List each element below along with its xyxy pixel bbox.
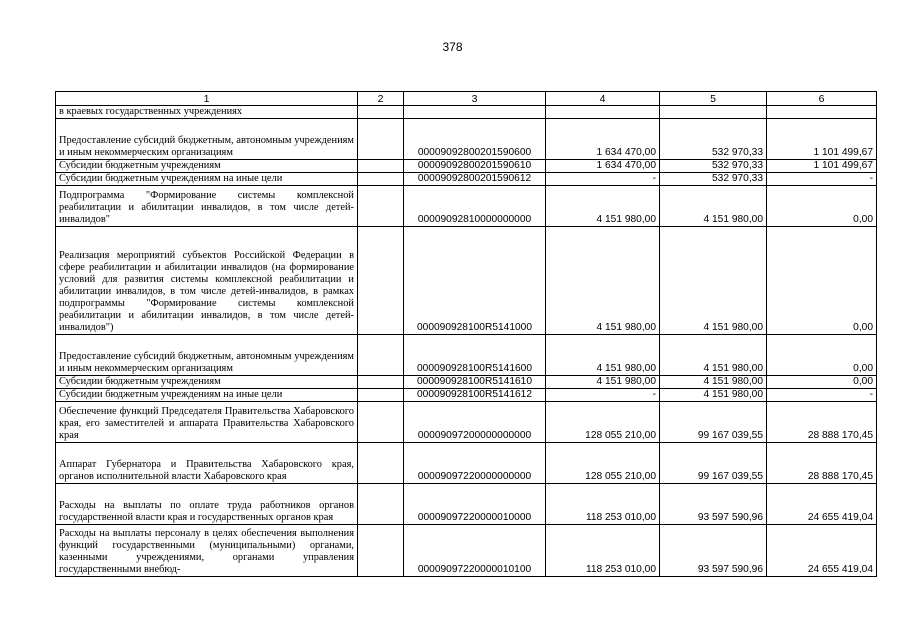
row-value-6: 0,00 [767, 227, 877, 335]
row-col2 [358, 173, 404, 186]
table-row [56, 389, 877, 402]
row-col2 [358, 160, 404, 173]
table-row [56, 484, 877, 525]
row-value-4 [546, 106, 660, 119]
row-col2 [358, 335, 404, 376]
row-name: Субсидии бюджетным учреждениям на иные цели [56, 173, 358, 186]
row-name: в краевых государственных учреждениях [56, 106, 358, 119]
row-value-4: 128 055 210,00 [546, 443, 660, 484]
row-value-4: 4 151 980,00 [546, 376, 660, 389]
row-name: Подпрограмма "Формирование системы комплексной реабилитации и абилитации инвалидов, в том числе детей-инвалидов" [56, 186, 358, 227]
row-value-4: 1 634 470,00 [546, 160, 660, 173]
page-number: 378 [442, 40, 463, 54]
row-col2 [358, 389, 404, 402]
row-code: 000090928100R5141000 [404, 227, 546, 335]
row-value-6: 0,00 [767, 376, 877, 389]
row-code: 00009097220000000000 [404, 443, 546, 484]
row-value-5: 4 151 980,00 [660, 389, 767, 402]
header-col-6: 6 [767, 92, 877, 106]
row-col2 [358, 227, 404, 335]
row-value-5: 4 151 980,00 [660, 227, 767, 335]
table-header-row [56, 92, 877, 106]
row-col2 [358, 119, 404, 160]
row-name: Обеспечение функций Председателя Правительства Хабаровского края, его заместителей и аппарата Правительства Хабаровского края [56, 402, 358, 443]
row-value-6: 1 101 499,67 [767, 119, 877, 160]
row-value-5: 4 151 980,00 [660, 186, 767, 227]
row-value-5 [660, 106, 767, 119]
row-code [404, 106, 546, 119]
row-value-4: 4 151 980,00 [546, 227, 660, 335]
row-value-4: - [546, 389, 660, 402]
row-value-6: 28 888 170,45 [767, 443, 877, 484]
row-value-5: 99 167 039,55 [660, 402, 767, 443]
row-value-6: 24 655 419,04 [767, 525, 877, 577]
table-row [56, 443, 877, 484]
row-value-5: 532 970,33 [660, 173, 767, 186]
row-col2 [358, 484, 404, 525]
header-col-3: 3 [404, 92, 546, 106]
row-code: 00009092800201590600 [404, 119, 546, 160]
row-name: Реализация мероприятий субъектов Российской Федерации в сфере реабилитации и абилитации инвалидов (на формирование условий для развития системы комплексной реабилитации и абилитации инвалидов, в том числе детей-инвалидов, в рамках подпрограммы "Формирование системы комплексной реабилитации и абилитации инвалидов, в том числе детей-инвалидов") [56, 227, 358, 335]
row-value-6 [767, 106, 877, 119]
budget-table [55, 91, 877, 577]
row-value-5: 99 167 039,55 [660, 443, 767, 484]
row-name: Расходы на выплаты по оплате труда работников органов государственной власти края и государственных органов края [56, 484, 358, 525]
row-value-6: 24 655 419,04 [767, 484, 877, 525]
row-value-6: 1 101 499,67 [767, 160, 877, 173]
row-col2 [358, 402, 404, 443]
table-row [56, 376, 877, 389]
row-value-4: 118 253 010,00 [546, 525, 660, 577]
row-value-4: 128 055 210,00 [546, 402, 660, 443]
row-value-6: 28 888 170,45 [767, 402, 877, 443]
row-name: Субсидии бюджетным учреждениям [56, 376, 358, 389]
row-value-4: 4 151 980,00 [546, 186, 660, 227]
table-row [56, 106, 877, 119]
row-name: Аппарат Губернатора и Правительства Хабаровского края, органов исполнительной власти Хабаровского края [56, 443, 358, 484]
row-col2 [358, 376, 404, 389]
row-code: 00009097220000010100 [404, 525, 546, 577]
row-name: Расходы на выплаты персоналу в целях обеспечения выполнения функций государственными (муниципальными) органами, казенными учреждениями, органами управления государственными внебюд- [56, 525, 358, 577]
row-name: Субсидии бюджетным учреждениям на иные цели [56, 389, 358, 402]
row-code: 000090928100R5141610 [404, 376, 546, 389]
row-value-5: 532 970,33 [660, 119, 767, 160]
row-name: Предоставление субсидий бюджетным, автономным учреждениям и иным некоммерческим организациям [56, 119, 358, 160]
row-value-4: 1 634 470,00 [546, 119, 660, 160]
header-col-5: 5 [660, 92, 767, 106]
row-value-5: 4 151 980,00 [660, 376, 767, 389]
table-row [56, 160, 877, 173]
header-col-2: 2 [358, 92, 404, 106]
row-col2 [358, 525, 404, 577]
row-name: Субсидии бюджетным учреждениям [56, 160, 358, 173]
row-value-4: - [546, 173, 660, 186]
table-row [56, 525, 877, 577]
table-row [56, 173, 877, 186]
row-value-6: 0,00 [767, 335, 877, 376]
row-code: 00009092800201590612 [404, 173, 546, 186]
row-value-5: 93 597 590,96 [660, 484, 767, 525]
row-value-5: 93 597 590,96 [660, 525, 767, 577]
row-code: 000090928100R5141600 [404, 335, 546, 376]
row-code: 00009097220000010000 [404, 484, 546, 525]
table-row [56, 402, 877, 443]
table-row [56, 335, 877, 376]
row-value-5: 4 151 980,00 [660, 335, 767, 376]
row-value-6: - [767, 389, 877, 402]
table-row [56, 227, 877, 335]
row-value-5: 532 970,33 [660, 160, 767, 173]
header-col-1: 1 [56, 92, 358, 106]
header-col-4: 4 [546, 92, 660, 106]
row-value-4: 118 253 010,00 [546, 484, 660, 525]
row-code: 00009092810000000000 [404, 186, 546, 227]
row-code: 00009097200000000000 [404, 402, 546, 443]
row-col2 [358, 106, 404, 119]
row-value-4: 4 151 980,00 [546, 335, 660, 376]
row-col2 [358, 443, 404, 484]
row-code: 000090928100R5141612 [404, 389, 546, 402]
row-value-6: - [767, 173, 877, 186]
row-value-6: 0,00 [767, 186, 877, 227]
row-name: Предоставление субсидий бюджетным, автономным учреждениям и иным некоммерческим организациям [56, 335, 358, 376]
row-code: 00009092800201590610 [404, 160, 546, 173]
row-col2 [358, 186, 404, 227]
table-row [56, 186, 877, 227]
table-row [56, 119, 877, 160]
